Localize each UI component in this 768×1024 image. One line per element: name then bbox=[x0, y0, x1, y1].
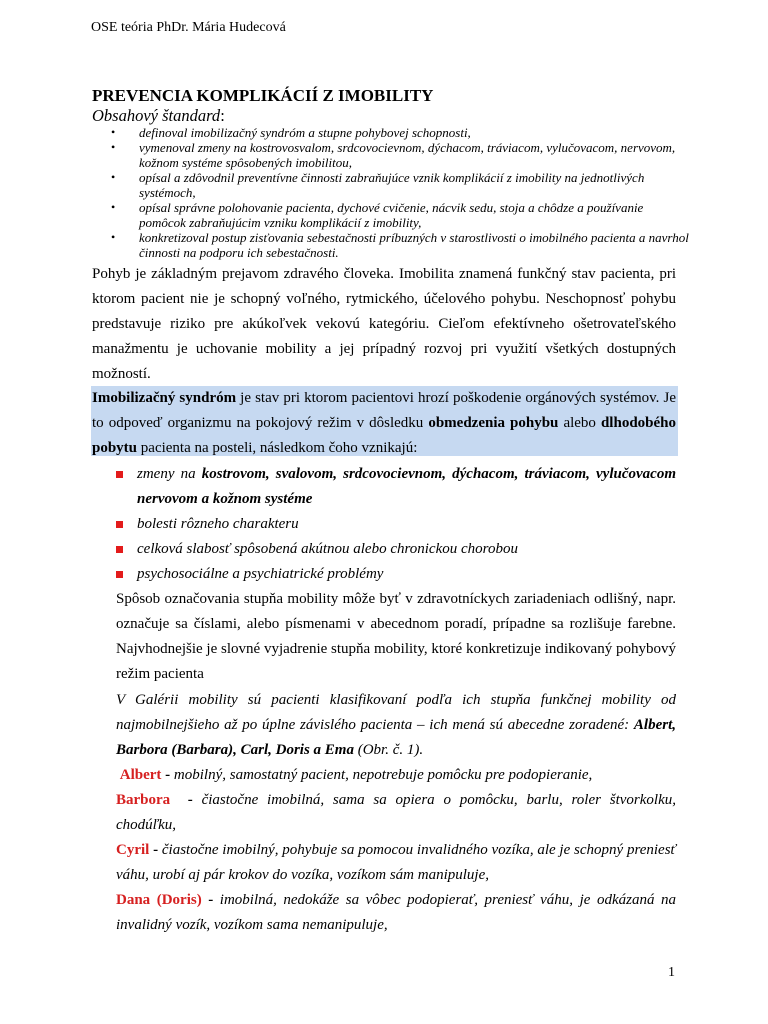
subtitle-text: Obsahový štandard bbox=[92, 106, 221, 125]
bullet-icon: • bbox=[111, 170, 116, 184]
objective-text: konkretizoval postup zisťovania sebestačnosti príbuzných v starostlivosti o imobilného pacienta a navrhol činnosti na podporu ich sebestačnosti. bbox=[139, 230, 689, 260]
list-item bbox=[116, 888, 676, 938]
gallery-ref: (Obr. č. 1). bbox=[353, 742, 424, 758]
objective-text: opísal a zdôvodnil preventívne činnosti zabraňujúce vznik komplikácií z imobility na jednotlivých systémoch, bbox=[139, 170, 645, 200]
red-square-bullet-icon bbox=[116, 521, 123, 528]
red-square-bullet-icon bbox=[116, 571, 123, 578]
gallery-names: Albert, Barbora (Barbara), Carl, Doris a Ema bbox=[116, 717, 676, 758]
patient-desc: čiastočne imobilný, pohybuje sa pomocou invalidného vozíka, ale je schopný preniesť váhu, urobí aj pár krokov do vozíka, vozíkom sám manipuluje, bbox=[116, 842, 677, 883]
list-item bbox=[116, 788, 676, 838]
separator: - bbox=[161, 767, 174, 783]
effect-prefix: zmeny na bbox=[137, 466, 202, 482]
subtitle-colon: : bbox=[220, 106, 225, 125]
bullet-icon: • bbox=[111, 125, 116, 139]
mobility-marking-paragraph: Spôsob označovania stupňa mobility môže byť v zdravotníckych zariadeniach odlišný, napr. označuje sa číslami, alebo písmenami v abecednom poradí, prípadne sa rozlišuje farebne. Najvhodnejšie je slovné vyjadrenie stupňa mobility, ktoré konkretizuje indikovaný pohybový režim pacienta bbox=[116, 591, 676, 682]
effect-text: celková slabosť spôsobená akútnou alebo chronickou chorobou bbox=[137, 541, 518, 557]
definition-text-2: alebo bbox=[558, 415, 601, 431]
definition-text-3: pacienta na posteli, následkom čoho vznikajú: bbox=[137, 440, 418, 456]
list-item bbox=[116, 537, 676, 562]
patient-desc: imobilná, nedokáže sa vôbec podopierať, preniesť váhu, je odkázaná na invalidný vozík, vozíkom sama nemanipuluje, bbox=[116, 892, 676, 933]
list-item bbox=[111, 200, 691, 230]
bullet-icon: • bbox=[111, 200, 116, 214]
list-item bbox=[116, 512, 676, 537]
list-item bbox=[111, 230, 691, 260]
separator: - bbox=[149, 842, 162, 858]
bullet-icon: • bbox=[111, 140, 116, 154]
objective-text: definoval imobilizačný syndróm a stupne pohybovej schopnosti, bbox=[139, 125, 471, 140]
subtitle bbox=[92, 106, 225, 126]
list-item bbox=[111, 125, 691, 140]
gallery-paragraph bbox=[116, 688, 676, 763]
patient-name: Barbora bbox=[116, 792, 171, 808]
list-item bbox=[116, 462, 676, 512]
list-item bbox=[111, 140, 691, 170]
objective-text: vymenoval zmeny na kostrovosvalom, srdcovocievnom, dýchacom, tráviacom, vylučovacom, nervovom, kožnom systéme spôsobených imobilitou, bbox=[139, 140, 676, 170]
section-title: PREVENCIA KOMPLIKÁCIÍ Z IMOBILITY bbox=[92, 86, 434, 105]
patient-name: Cyril bbox=[116, 842, 150, 858]
effect-text: bolesti rôzneho charakteru bbox=[137, 516, 299, 532]
objectives-list bbox=[111, 125, 691, 260]
gallery-text: V Galérii mobility sú pacienti klasifikovaní podľa ich stupňa funkčnej mobility od najmobilnejšieho až po úplne závislého pacienta – ich mená sú abecedne zoradené: bbox=[116, 692, 676, 733]
red-square-bullet-icon bbox=[116, 471, 123, 478]
red-square-bullet-icon bbox=[116, 546, 123, 553]
mobility-levels-list bbox=[116, 763, 676, 938]
effect-text: psychosociálne a psychiatrické problémy bbox=[137, 566, 384, 582]
list-item bbox=[116, 838, 676, 888]
objective-text: opísal správne polohovanie pacienta, dychové cvičenie, nácvik sedu, stoja a chôdze a používanie pomôcok zabraňujúcim vzniku komplikácií z imobility, bbox=[139, 200, 644, 230]
patient-desc: čiastočne imobilná, sama sa opiera o pomôcku, barlu, roler štvorkolku, chodúľku, bbox=[116, 792, 677, 833]
list-item bbox=[111, 170, 691, 200]
definition-bold-1: obmedzenia pohybu bbox=[428, 415, 559, 431]
effects-list bbox=[116, 462, 676, 587]
intro-paragraph: Pohyb je základným prejavom zdravého človeka. Imobilita znamená funkčný stav pacienta, pri ktorom pacient nie je schopný voľného, rytmického, účelového pohybu. Neschopnosť pohybu predstavuje riziko pre akúkoľvek vekovú kategóriu. Cieľom efektívneho ošetrovateľského manažmentu je uchovanie mobility a jej prípadný rozvoj pri využití všetkých dostupných možností. bbox=[92, 266, 676, 382]
page-header: OSE teória PhDr. Mária Hudecová bbox=[91, 20, 286, 35]
definition-bold-2: dlhodobého pobytu bbox=[92, 415, 677, 456]
effect-systems: kostrovom, svalovom, srdcovocievnom, dýchacom, tráviacom, vylučovacom nervovom a kožnom systéme bbox=[137, 466, 676, 507]
patient-desc: mobilný, samostatný pacient, nepotrebuje pomôcku pre podopieranie, bbox=[173, 767, 593, 783]
definition-paragraph bbox=[92, 386, 676, 461]
bullet-icon: • bbox=[111, 230, 116, 244]
patient-name: Dana (Doris) bbox=[116, 892, 202, 908]
patient-name: Albert bbox=[119, 767, 162, 783]
list-item bbox=[116, 562, 676, 587]
definition-text-1: je stav pri ktorom pacientovi hrozí poškodenie orgánových systémov. Je to odpoveď organizmu na pokojový režim v dôsledku bbox=[92, 390, 676, 431]
page-number: 1 bbox=[668, 965, 675, 980]
list-item bbox=[116, 763, 676, 788]
definition-term: Imobilizačný syndróm bbox=[92, 390, 237, 406]
separator: - bbox=[170, 792, 202, 808]
separator: - bbox=[201, 892, 220, 908]
